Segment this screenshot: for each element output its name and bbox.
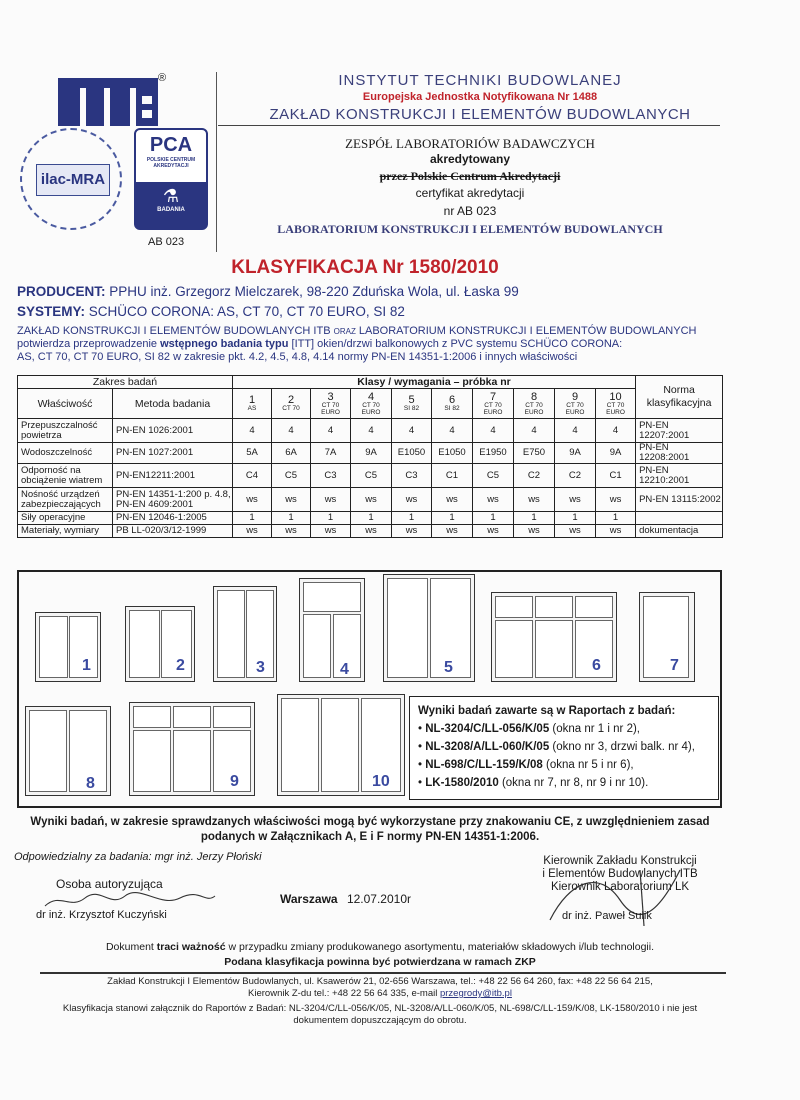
- cell-norm: [636, 512, 723, 525]
- cell-property: Wodoszczelność: [18, 443, 113, 464]
- report-desc: (okna nr 7, nr 8, nr 9 i nr 10).: [498, 777, 649, 789]
- cell-property: Materiały, wymiary: [18, 525, 113, 538]
- cell-value: ws: [272, 488, 311, 512]
- window-drawing: [383, 574, 475, 682]
- ilac-logo-text: ilac-MRA: [36, 164, 110, 196]
- cell-value: 4: [432, 419, 473, 443]
- cell-value: C5: [272, 464, 311, 488]
- cell-value: ws: [311, 488, 351, 512]
- certificate-number: nr AB 023: [443, 204, 497, 218]
- footer-line3: Klasyfikacja stanowi załącznik do Raportów z Badań: NL-3204/C/LL-056/K/05, NL-3208/A/LL-060/K/05, NL-698/C/LL-159/K/08, LK-1580/2010 i nie jest: [62, 1003, 698, 1014]
- results-box: [409, 696, 719, 800]
- cell-value: C3: [392, 464, 432, 488]
- cell-value: C3: [311, 464, 351, 488]
- cell-value: 6A: [272, 443, 311, 464]
- manager-line3: Kierownik Laboratorium LK: [550, 881, 690, 893]
- cell-value: C1: [432, 464, 473, 488]
- table-row: [18, 443, 723, 464]
- manager-line1: Kierownik Zakładu Konstrukcji: [543, 855, 697, 867]
- intro-confirm: potwierdza przeprowadzenie: [17, 338, 161, 350]
- cell-value: ws: [351, 488, 392, 512]
- cell-property: Przepuszczalność powietrza: [18, 419, 113, 443]
- th-sample: 3 CT 70 EURO: [311, 389, 351, 419]
- systems-line: [17, 304, 405, 319]
- th-zakres: Zakres badań: [18, 376, 233, 389]
- intro-and: oraz: [330, 325, 359, 337]
- footer-line4: dokumentem dopuszczającym do obrotu.: [293, 1015, 467, 1026]
- cell-value: ws: [514, 488, 555, 512]
- validity-b: traci ważność: [156, 941, 226, 953]
- results-item: • NL-3204/C/LL-056/K/05 (okna nr 1 i nr 2),: [418, 723, 640, 735]
- cell-method: PB LL-020/3/12-1999: [113, 525, 233, 538]
- cell-value: E1050: [392, 443, 432, 464]
- pca-badania: BADANIA: [157, 207, 185, 213]
- producer-label: PRODUCENT:: [17, 284, 106, 299]
- department-underline: [218, 125, 720, 126]
- th-sample: 8 CT 70 EURO: [514, 389, 555, 419]
- table-body: [18, 419, 723, 538]
- cell-value: ws: [596, 488, 636, 512]
- cell-value: ws: [392, 525, 432, 538]
- cell-value: 4: [392, 419, 432, 443]
- cell-value: 4: [596, 419, 636, 443]
- intro-paragraph: [17, 325, 727, 364]
- cell-value: 4: [233, 419, 272, 443]
- window-number: 3: [256, 659, 265, 676]
- th-metoda: Metoda badania: [113, 389, 233, 419]
- report-desc: (okna nr 5 i nr 6),: [542, 759, 634, 771]
- cell-value: 9A: [351, 443, 392, 464]
- footer: [20, 976, 740, 1027]
- intro-dept: ZAKŁAD KONSTRUKCJI I ELEMENTÓW BUDOWLANYCH ITB: [17, 325, 331, 337]
- table-row: [18, 419, 723, 443]
- cell-method: PN-EN 12046-1:2005: [113, 512, 233, 525]
- results-item: • LK-1580/2010 (okna nr 7, nr 8, nr 9 i nr 10).: [418, 777, 649, 789]
- cell-value: 4: [473, 419, 514, 443]
- classification-table: [17, 375, 723, 538]
- cell-value: E750: [514, 443, 555, 464]
- producer-line: [17, 284, 519, 299]
- divider: [216, 72, 217, 252]
- results-item: • NL-3208/A/LL-060/K/05 (okno nr 3, drzwi balk. nr 4),: [418, 741, 695, 753]
- th-sample: 1 AS: [233, 389, 272, 419]
- responsible-person: Odpowiedzialny za badania: mgr inż. Jerzy Płoński: [14, 851, 262, 863]
- window-drawing: [299, 578, 365, 682]
- cell-value: C2: [514, 464, 555, 488]
- window-number: 4: [340, 661, 349, 678]
- ab-number: AB 023: [148, 236, 185, 248]
- cell-value: 1: [351, 512, 392, 525]
- table-row: [18, 512, 723, 525]
- cell-value: ws: [473, 525, 514, 538]
- department-name: ZAKŁAD KONSTRUKCJI I ELEMENTÓW BUDOWLANYCH: [269, 106, 691, 123]
- cell-value: ws: [351, 525, 392, 538]
- cell-value: ws: [432, 488, 473, 512]
- cell-value: 4: [351, 419, 392, 443]
- cell-value: 7A: [311, 443, 351, 464]
- window-number: 1: [82, 657, 91, 674]
- cell-property: Nośność urządzeń zabezpieczających: [18, 488, 113, 512]
- pca-sub-2: AKREDYTACJI: [153, 163, 189, 169]
- manager-line2: i Elementów Budowlanych ITB: [542, 868, 698, 880]
- validity-note: [20, 940, 740, 970]
- footer-line2: Kierownik Z-du tel.: +48 22 56 64 335, e-mail: [248, 988, 440, 999]
- manager-name: dr inż. Paweł Sulik: [562, 910, 652, 922]
- table-row: [18, 525, 723, 538]
- cell-value: ws: [432, 525, 473, 538]
- window-drawing: [129, 702, 255, 796]
- cell-value: 5A: [233, 443, 272, 464]
- notified-body: Europejska Jednostka Notyfikowana Nr 1488: [362, 91, 598, 103]
- cell-value: ws: [473, 488, 514, 512]
- report-code: NL-3204/C/LL-056/K/05: [425, 723, 550, 735]
- results-list: [418, 720, 710, 792]
- cell-value: ws: [596, 525, 636, 538]
- report-desc: (okna nr 1 i nr 2),: [549, 723, 640, 735]
- cell-norm: dokumentacja: [636, 525, 723, 538]
- registered-mark: ®: [158, 72, 167, 84]
- window-drawing: [25, 706, 111, 796]
- cell-method: PN-EN 14351-1:200 p. 4.8, PN-EN 4609:2001: [113, 488, 233, 512]
- systems-value: SCHÜCO CORONA: AS, CT 70, CT 70 EURO, SI 82: [88, 304, 405, 319]
- table-row: [18, 464, 723, 488]
- ce-note: [10, 815, 730, 845]
- cell-value: 1: [514, 512, 555, 525]
- th-sample: 5 SI 82: [392, 389, 432, 419]
- report-code: NL-3208/A/LL-060/K/05: [425, 741, 550, 753]
- window-drawing: [491, 592, 617, 682]
- th-norma: Norma klasyfikacyjna: [636, 376, 723, 419]
- cell-norm: PN-EN 13115:2002: [636, 488, 723, 512]
- cell-norm: PN-EN 12208:2001: [636, 443, 723, 464]
- th-sample: 4 CT 70 EURO: [351, 389, 392, 419]
- cell-property: Siły operacyjne: [18, 512, 113, 525]
- place-date: [280, 892, 411, 906]
- cell-value: 9A: [555, 443, 596, 464]
- cell-value: 1: [473, 512, 514, 525]
- report-desc: (okno nr 3, drzwi balk. nr 4),: [549, 741, 695, 753]
- cell-value: C5: [473, 464, 514, 488]
- cell-value: E1050: [432, 443, 473, 464]
- cell-value: C4: [233, 464, 272, 488]
- cell-value: ws: [514, 525, 555, 538]
- cell-value: 1: [311, 512, 351, 525]
- intro-line3: AS, CT 70, CT 70 EURO, SI 82 w zakresie pkt. 4.2, 4.5, 4.8, 4.14 normy PN-EN 14351-1:2006 i innych właściwości: [17, 351, 578, 363]
- cell-norm: PN-EN 12207:2001: [636, 419, 723, 443]
- cell-value: ws: [311, 525, 351, 538]
- cell-value: 1: [596, 512, 636, 525]
- itb-logo: [58, 78, 158, 126]
- cell-value: 4: [555, 419, 596, 443]
- th-sample: 2 CT 70: [272, 389, 311, 419]
- th-sample: 7 CT 70 EURO: [473, 389, 514, 419]
- cell-value: 4: [311, 419, 351, 443]
- labs-group: ZESPÓŁ LABORATORIÓW BADAWCZYCH: [345, 136, 595, 151]
- th-wlasciwosc: Właściwość: [18, 389, 113, 419]
- cell-value: ws: [233, 488, 272, 512]
- window-drawing: [35, 612, 101, 682]
- cell-value: 4: [272, 419, 311, 443]
- cell-property: Odporność na obciążenie wiatrem: [18, 464, 113, 488]
- cell-value: ws: [392, 488, 432, 512]
- accredited-by: przez Polskie Centrum Akredytacji: [379, 169, 561, 183]
- window-number: 10: [372, 773, 390, 790]
- date: 12.07.2010r: [346, 892, 411, 906]
- cell-value: 9A: [596, 443, 636, 464]
- th-sample: 6 SI 82: [432, 389, 473, 419]
- cell-value: 4: [514, 419, 555, 443]
- intro-lab: LABORATORIUM KONSTRUKCJI I ELEMENTÓW BUDOWLANYCH: [358, 325, 697, 337]
- cell-value: ws: [272, 525, 311, 538]
- th-klasy: Klasy / wymagania – próbka nr: [233, 376, 636, 389]
- certificate: certyfikat akredytacji: [415, 186, 525, 200]
- window-drawing: [277, 694, 405, 796]
- flask-icon: ⚗: [162, 186, 180, 206]
- authorized-name: dr inż. Krzysztof Kuczyński: [36, 909, 167, 921]
- results-item: • NL-698/C/LL-159/K/08 (okna nr 5 i nr 6),: [418, 759, 634, 771]
- intro-itt: wstępnego badania typu: [160, 338, 289, 350]
- window-drawing: [125, 606, 195, 682]
- cell-value: C1: [596, 464, 636, 488]
- cell-value: E1950: [473, 443, 514, 464]
- institute-name: INSTYTUT TECHNIKI BUDOWLANEJ: [338, 72, 622, 89]
- footer-divider: [40, 972, 726, 974]
- ilac-mra-logo: [20, 128, 122, 230]
- lab-name: LABORATORIUM KONSTRUKCJI I ELEMENTÓW BUDOWLANYCH: [277, 222, 663, 236]
- window-number: 5: [444, 659, 453, 676]
- pca-sub-1: POLSKIE CENTRUM: [146, 157, 196, 163]
- window-number: 2: [176, 657, 185, 674]
- cell-value: ws: [233, 525, 272, 538]
- cell-value: 1: [272, 512, 311, 525]
- cell-method: PN-EN 1026:2001: [113, 419, 233, 443]
- cell-method: PN-EN12211:2001: [113, 464, 233, 488]
- cell-norm: PN-EN 12210:2001: [636, 464, 723, 488]
- window-number: 8: [86, 775, 95, 792]
- page-title: KLASYFIKACJA Nr 1580/2010: [231, 257, 499, 278]
- authorized-label: Osoba autoryzująca: [56, 877, 163, 891]
- footer-email-link[interactable]: przegrody@itb.pl: [439, 988, 512, 999]
- cell-value: 1: [432, 512, 473, 525]
- producer-value: PPHU inż. Grzegorz Mielczarek, 98-220 Zduńska Wola, ul. Łaska 99: [109, 284, 519, 299]
- accredited: akredytowany: [429, 152, 511, 166]
- cell-value: 1: [392, 512, 432, 525]
- window-number: 6: [592, 657, 601, 674]
- th-sample: 9 CT 70 EURO: [555, 389, 596, 419]
- validity-c: w przypadku zmiany produkowanego asortymentu, materiałów składowych i/lub technologii.: [225, 941, 655, 953]
- cell-value: C2: [555, 464, 596, 488]
- th-sample: 10 CT 70 EURO: [596, 389, 636, 419]
- window-drawing: [639, 592, 695, 682]
- cell-value: ws: [555, 488, 596, 512]
- cell-value: ws: [555, 525, 596, 538]
- report-code: LK-1580/2010: [425, 777, 499, 789]
- cell-value: 1: [555, 512, 596, 525]
- results-title: Wyniki badań zawarte są w Raportach z badań:: [418, 705, 676, 717]
- report-code: NL-698/C/LL-159/K/08: [425, 759, 543, 771]
- cell-method: PN-EN 1027:2001: [113, 443, 233, 464]
- window-number: 7: [670, 657, 679, 674]
- intro-scope: [ITT] okien/drzwi balkonowych z PVC systemu SCHÜCO CORONA:: [288, 338, 623, 350]
- cell-value: C5: [351, 464, 392, 488]
- pca-logo-text: PCA: [149, 134, 193, 156]
- cell-value: 1: [233, 512, 272, 525]
- systems-label: SYSTEMY:: [17, 304, 86, 319]
- validity-line2: Podana klasyfikacja powinna być potwierdzana w ramach ZKP: [224, 956, 536, 968]
- window-drawing: [213, 586, 277, 682]
- table-row: [18, 488, 723, 512]
- place: Warszawa: [280, 892, 338, 906]
- window-number: 9: [230, 773, 239, 790]
- ce-note-line2: podanych w Załącznikach A, E i F normy PN-EN 14351-1:2006.: [200, 831, 540, 843]
- validity-a: Dokument: [105, 941, 157, 953]
- pca-logo: [134, 128, 208, 230]
- ce-note-line1: Wyniki badań, w zakresie sprawdzanych właściwości mogą być wykorzystane przy znakowaniu CE, z uwzględnieniem zasad: [30, 816, 710, 828]
- footer-line1: Zakład Konstrukcji I Elementów Budowlanych, ul. Ksawerów 21, 02-656 Warszawa, tel.: +48 22 56 64 260, fax: +48 22 56 64 215,: [107, 976, 653, 987]
